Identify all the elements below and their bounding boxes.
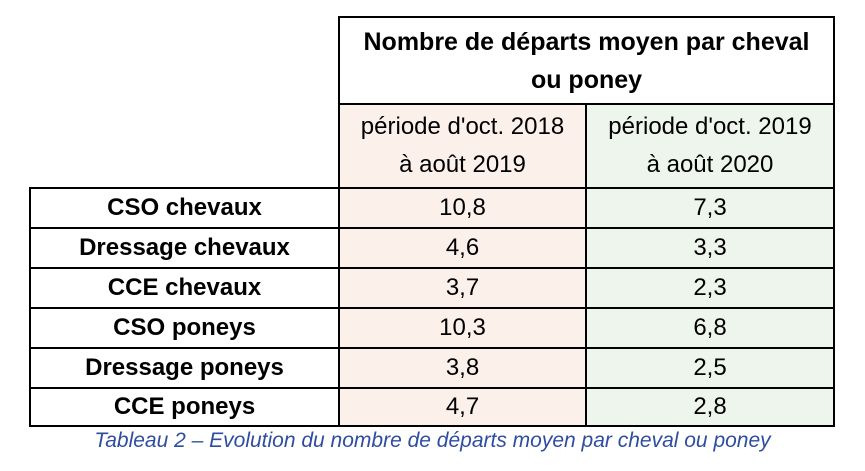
row-value-period1: 10,3 (338, 307, 587, 349)
row-label: Dressage poneys (29, 347, 340, 389)
row-value-period1: 10,8 (338, 187, 587, 229)
header-period-2018-2019 (338, 103, 587, 189)
row-value-period2: 3,3 (585, 227, 835, 269)
row-value-period1: 3,7 (338, 267, 587, 309)
period2-line2: à août 2020 (646, 151, 774, 178)
period1-line2: à août 2019 (399, 151, 526, 178)
row-label: CSO chevaux (29, 187, 340, 229)
period1-line1: période d'oct. 2018 (360, 113, 565, 140)
table-title-line1: Nombre de départs moyen par cheval (363, 27, 810, 56)
row-value-period1: 4,6 (338, 227, 587, 269)
row-label: CSO poneys (29, 307, 340, 349)
period2-line1: période d'oct. 2019 (608, 113, 812, 140)
row-value-period2: 2,5 (585, 347, 835, 389)
row-value-period2: 6,8 (585, 307, 835, 349)
table-caption: Tableau 2 – Evolution du nombre de départs moyen par cheval ou poney (94, 429, 771, 452)
row-label: CCE chevaux (29, 267, 340, 309)
header-period-2019-2020 (585, 103, 835, 189)
row-value-period2: 7,3 (585, 187, 835, 229)
row-value-period2: 2,8 (585, 387, 835, 427)
row-value-period1: 3,8 (338, 347, 587, 389)
row-value-period1: 4,7 (338, 387, 587, 427)
row-label: CCE poneys (29, 387, 340, 427)
table-title-line2: ou poney (530, 65, 643, 94)
row-value-period2: 2,3 (585, 267, 835, 309)
table-title-cell (338, 16, 835, 105)
row-label: Dressage chevaux (29, 227, 340, 269)
